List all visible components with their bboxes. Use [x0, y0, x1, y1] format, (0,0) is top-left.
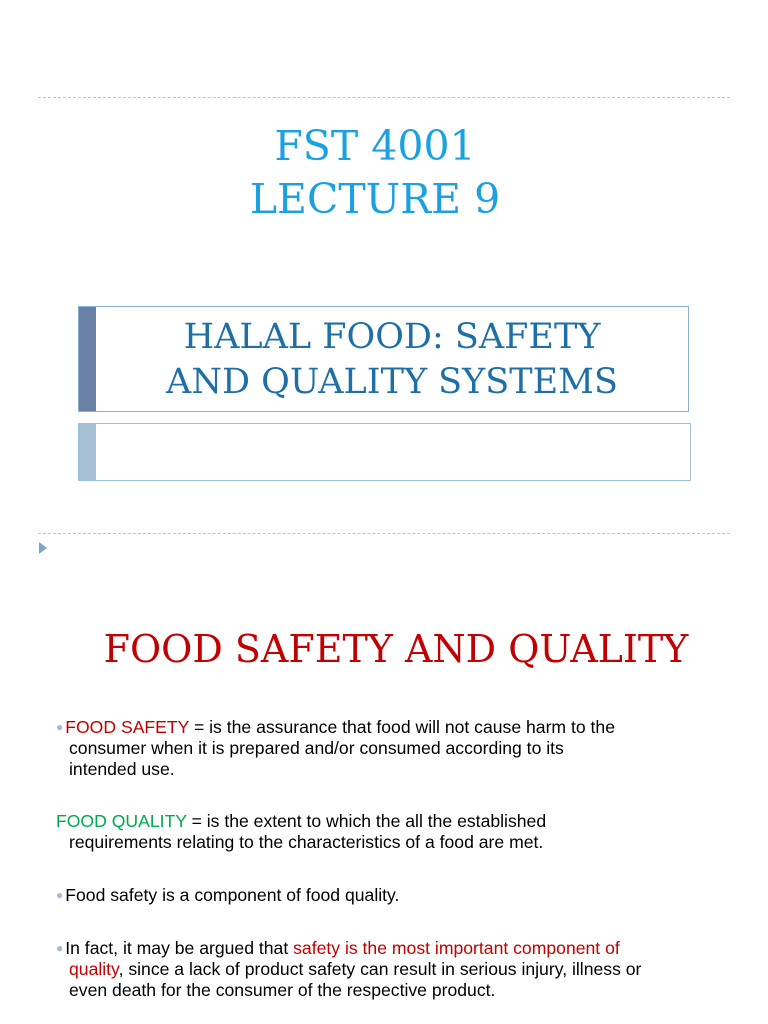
highlight-text: quality — [69, 959, 119, 979]
placeholder-accent-bar — [79, 424, 96, 480]
definition-text: intended use. — [69, 759, 175, 779]
bullet-component — [56, 885, 736, 906]
empty-placeholder-box — [78, 423, 691, 481]
slide-top-divider — [38, 97, 730, 98]
slide-separator — [38, 533, 730, 534]
bullet-icon: ● — [56, 720, 64, 734]
course-title — [0, 120, 750, 226]
definition-text: = is the assurance that food will not cause harm to the — [189, 717, 615, 737]
food-quality-definition — [56, 811, 736, 853]
lecture-subtitle — [96, 315, 688, 405]
food-safety-term: FOOD SAFETY — [65, 717, 190, 737]
bullet-text: even death for the consumer of the respective product. — [69, 980, 496, 1000]
triangle-bullet-icon — [39, 542, 47, 554]
definition-text: consumer when it is prepared and/or consumed according to its — [69, 738, 564, 758]
subtitle-accent-bar — [79, 307, 96, 411]
bullet-text: Food safety is a component of food quality. — [65, 885, 400, 905]
bullet-importance — [56, 938, 746, 1001]
subtitle-line-2: AND QUALITY SYSTEMS — [166, 362, 618, 402]
food-safety-definition — [56, 717, 736, 780]
subtitle-line-1: HALAL FOOD: SAFETY — [183, 317, 601, 357]
food-quality-term: FOOD QUALITY — [56, 811, 187, 831]
lecture-number: LECTURE 9 — [249, 175, 501, 223]
bullet-text: In fact, it may be argued that — [65, 938, 294, 958]
course-code: FST 4001 — [274, 122, 476, 170]
definition-text: requirements relating to the characteristics of a food are met. — [69, 832, 544, 852]
definition-text: = is the extent to which the all the established — [186, 811, 547, 831]
bullet-icon: ● — [56, 941, 64, 955]
section-heading: FOOD SAFETY AND QUALITY — [103, 627, 689, 671]
subtitle-box — [78, 306, 689, 412]
bullet-text: , since a lack of product safety can result in serious injury, illness or — [118, 959, 642, 979]
highlight-text: safety is the most important component of — [293, 938, 620, 958]
bullet-icon: ● — [56, 888, 64, 902]
